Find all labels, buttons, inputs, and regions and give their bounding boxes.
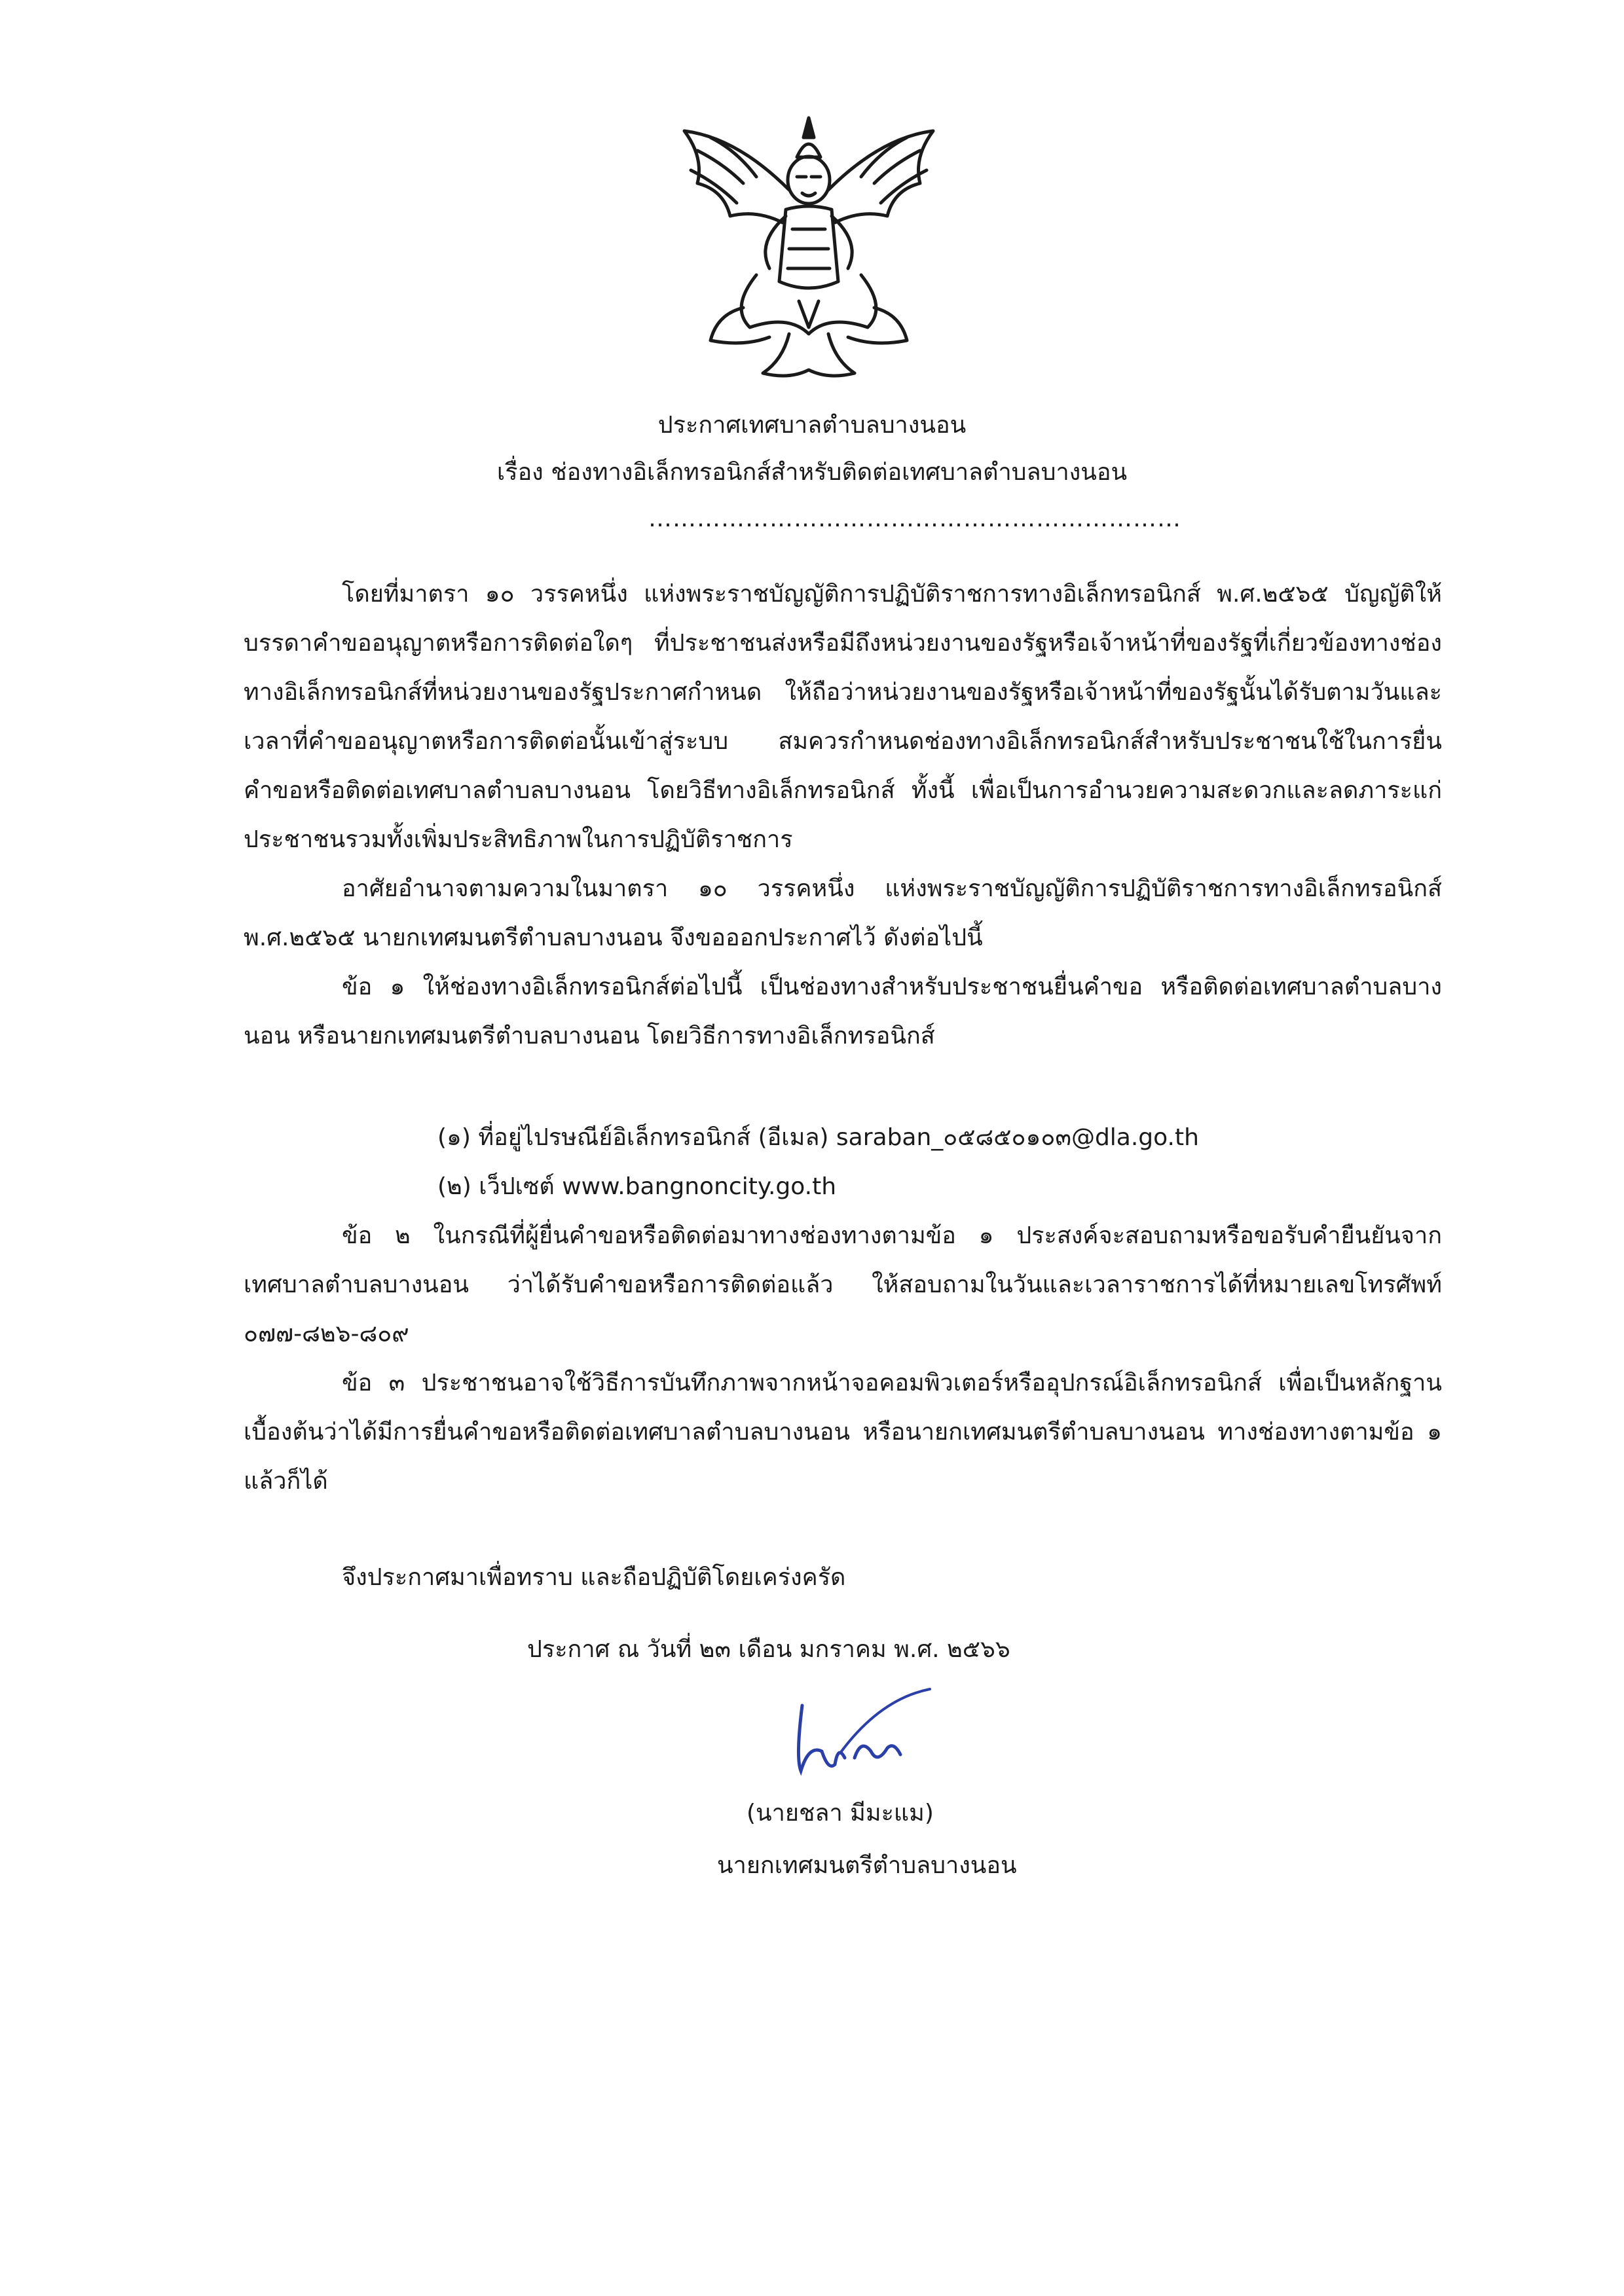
body-section-1: [244, 570, 1442, 1061]
paragraph-clause-2: ข้อ ๒ ในกรณีที่ผู้ยื่นคำขอหรือติดต่อมาทางช่องทางตามข้อ ๑ ประสงค์จะสอบถามหรือขอรับคำยืนยันจากเทศบาลตำบลบางนอน ว่าได้รับคำขอหรือการติดต่อแล้ว ให้สอบถามในวันและเวลาราชการได้ที่หมายเลขโทรศัพท์ ๐๗๗-๘๒๖-๘๐๙: [244, 1222, 1442, 1347]
channel-item-website: (๒) เว็ปเซต์ www.bangnoncity.go.th: [437, 1173, 837, 1200]
channel-list: [437, 1113, 1199, 1211]
channel-item-email: (๑) ที่อยู่ไปรษณีย์อิเล็กทรอนิกส์ (อีเมล) saraban_๐๕๘๕๐๑๐๓@dla.go.th: [437, 1124, 1199, 1151]
garuda-emblem: [658, 111, 959, 399]
paragraph-clause-1: ข้อ ๑ ให้ช่องทางอิเล็กทรอนิกส์ต่อไปนี้ เป็นช่องทางสำหรับประชาชนยื่นคำขอ หรือติดต่อเทศบาลตำบลบางนอน หรือนายกเทศมนตรีตำบลบางนอน โดยวิธีการทางอิเล็กทรอนิกส์: [244, 974, 1442, 1049]
announcement-date: ประกาศ ณ วันที่ ๒๓ เดือน มกราคม พ.ศ. ๒๕๖๖: [527, 1636, 1010, 1663]
signer-title: นายกเทศมนตรีตำบลบางนอน: [717, 1852, 1017, 1879]
body-section-2: [244, 1211, 1442, 1506]
title-divider: …………………………………………………………: [648, 505, 1181, 532]
signature: [783, 1686, 933, 1784]
paragraph-clause-3: ข้อ ๓ ประชาชนอาจใช้วิธีการบันทึกภาพจากหน้าจอคอมพิวเตอร์หรืออุปกรณ์อิเล็กทรอนิกส์ เพื่อเป็นหลักฐานเบื้องต้นว่าได้มีการยื่นคำขอหรือติดต่อเทศบาลตำบลบางนอน หรือนายกเทศมนตรีตำบลบางนอน ทางช่องทางตามข้อ ๑ แล้วก็ได้: [244, 1370, 1442, 1495]
paragraph-preamble: โดยที่มาตรา ๑๐ วรรคหนึ่ง แห่งพระราชบัญญัติการปฏิบัติราชการทางอิเล็กทรอนิกส์ พ.ศ.๒๕๖๕ บัญญัติให้บรรดาคำขออนุญาตหรือการติดต่อใดๆ ที่ประชาชนส่งหรือมีถึงหน่วยงานของรัฐหรือเจ้าหน้าที่ของรัฐที่เกี่ยวข้องทางช่องทางอิเล็กทรอนิกส์ที่หน่วยงานของรัฐประกาศกำหนด ให้ถือว่าหน่วยงานของรัฐหรือเจ้าหน้าที่ของรัฐนั้นได้รับตามวันและเวลาที่คำขออนุญาตหรือการติดต่อนั้นเข้าสู่ระบบ สมควรกำหนดช่องทางอิเล็กทรอนิกส์สำหรับประชาชนใช้ในการยื่นคำขอหรือติดต่อเทศบาลตำบลบางนอน โดยวิธีทางอิเล็กทรอนิกส์ ทั้งนี้ เพื่อเป็นการอำนวยความสะดวกและลดภาระแก่ประชาชนรวมทั้งเพิ่มประสิทธิภาพในการปฏิบัติราชการ: [244, 581, 1442, 853]
announcement-title: ประกาศเทศบาลตำบลบางนอน: [657, 412, 967, 439]
announcement-subject: เรื่อง ช่องทางอิเล็กทรอนิกส์สำหรับติดต่อเทศบาลตำบลบางนอน: [496, 459, 1128, 486]
paragraph-authority: อาศัยอำนาจตามความในมาตรา ๑๐ วรรคหนึ่ง แห่งพระราชบัญญัติการปฏิบัติราชการทางอิเล็กทรอนิกส์ พ.ศ.๒๕๖๕ นายกเทศมนตรีตำบลบางนอน จึงขอออกประกาศไว้ ดังต่อไปนี้: [244, 875, 1442, 951]
closing-statement: จึงประกาศมาเพื่อทราบ และถือปฏิบัติโดยเคร่งครัด: [342, 1564, 846, 1591]
signer-name: (นายชลา มีมะแม): [747, 1800, 934, 1827]
